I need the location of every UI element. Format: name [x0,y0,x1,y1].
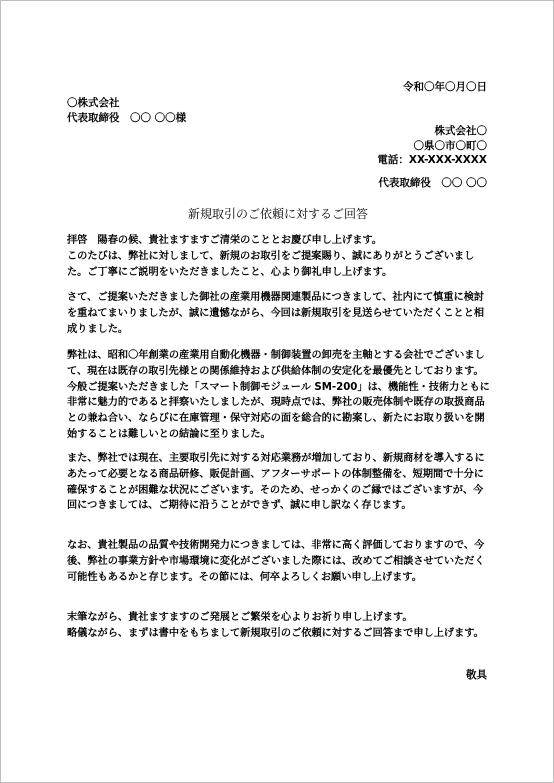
letter-date: 令和〇年〇月〇日 [403,81,487,93]
closing-word: 敬具 [466,669,487,681]
recipient-company: 〇株式会社 [67,97,120,109]
future-paragraph: なお、貴社製品の品質や技術開発力につきましては、非常に高く評価しておりますので、今後、弊社の事業方針や市場環境に変化がございました際には、改めてご相談させていただく可能性もあるかと存じます。その節には、何卒よろしくお願い申し上げます。 [67,540,485,583]
sender-company: 株式会社〇 [434,125,487,137]
sender-representative: 代表取締役 〇〇 〇〇 [378,177,487,189]
letter-title: 新規取引のご依頼に対するご回答 [187,207,368,221]
sender-phone: 電話：XX-XXX-XXXX [377,154,487,166]
thanks-line: このたびは、弊社に対しまして、新規のお取引をご提案賜り、誠にありがとうございました。ご丁寧にご説明をいただきましたこと、心より御礼申し上げます。 [67,250,475,278]
reason-paragraph: 弊社は、昭和〇年創業の産業用自動化機器・制御装置の卸売を主軸とする会社でございまして、現在は既存の取引先様との関係維持および供給体制の安定化を最優先としております。今般ご提案いただきました「スマート制御モジュール SM-200」は、機能性・技術力ともに非常に魅力的であると拝察いたしましたが、現時点では、弊社の販売体制や既存の取扱商品との兼ね合い、ならびに在庫管理・保守対応の面を総合的に勘案し、新たにお取り扱いを開始することは難しいとの結論に至りました。 [67,350,490,440]
greeting-paragraph [67,233,491,280]
greeting-line: 拝啓 陽春の候、貴社ますますご清栄のこととお慶び申し上げます。 [67,235,382,246]
sender-address: 〇県〇市〇町〇 [413,140,487,152]
recipient-person: 代表取締役 〇〇 〇〇様 [67,112,187,124]
closing-paragraph: 末筆ながら、貴社ますますのご発展とご繁栄を心よりお祈り申し上げます。 略儀ながら、まずは書中をもちまして新規取引のご依頼に対するご回答まで申し上げます。 [67,612,484,639]
circumstance-paragraph: また、弊社では現在、主要取引先に対する対応業務が増加しており、新規商材を導入するにあたって必要となる商品研修、販促計画、アフターサポートの体制整備を、短期間で十分に確保することが困難な状況にございます。そのため、せっかくのご縁ではございますが、今回につきましては、ご期待に沿うことができず、誠に申し訳なく存じます。 [67,453,485,512]
decision-paragraph: さて、ご提案いただきました御社の産業用機器関連製品につきまして、社内にて慎重に検討を重ねてまいりましたが、誠に遺憾ながら、今回は新規取引を見送らせていただくことと相成りました。 [67,292,485,335]
